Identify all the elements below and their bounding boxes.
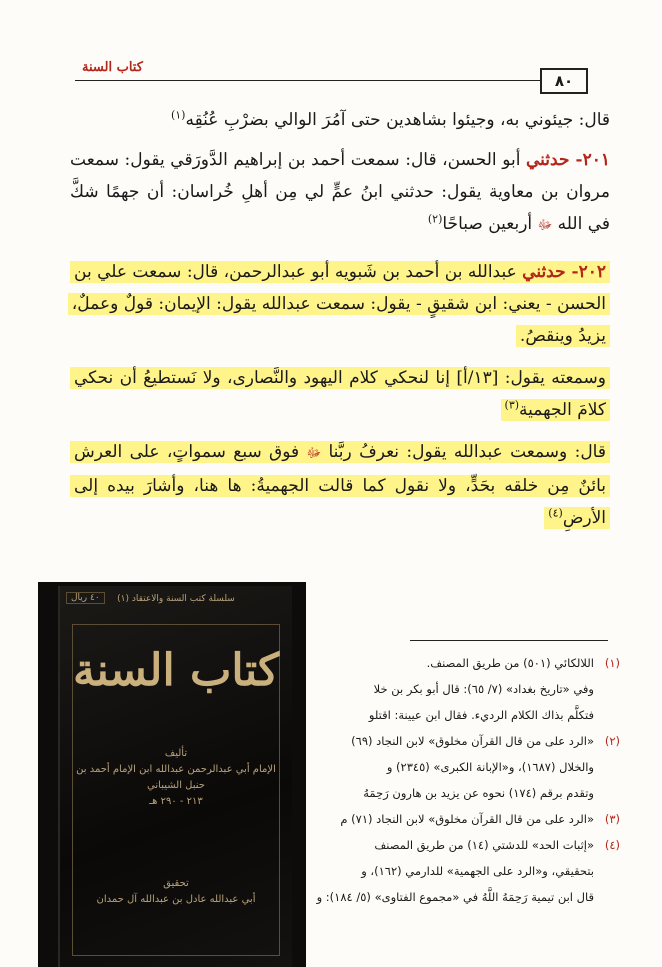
footnote-line [260, 754, 620, 780]
footnote-number: (٣) [604, 812, 620, 826]
footnote-line [260, 676, 620, 702]
paragraph-202 [70, 256, 610, 352]
header-rule [75, 80, 541, 81]
highlighted-text: وسمعته يقول: [١٣/أ] إنا لنحكي كلام اليهود والنَّصارى، ولا نَستطيعُ أن نحكي كلامَ الجهمية [74, 368, 607, 420]
cover-years: ٢١٣ - ٢٩٠ هـ [149, 796, 203, 807]
hadith-number-201: ٢٠١- حدثني [526, 150, 611, 170]
book-cover [58, 586, 292, 967]
paragraph-text: أربعين صباحًا [442, 214, 538, 234]
footnote-ref[interactable]: (٤) [548, 506, 563, 520]
highlighted-text: فوق سبع سمواتٍ، على العرش بائنٌ مِن خلقه بحَدٍّ، ولا نقول كما قالت الجهميةُ: ها هنا، وأشارَ بيده إلى الأرضِ [74, 442, 606, 528]
footnote-text: بتحقيقي، و«الرد على الجهمية» للدارمي (١٦٢)، و [361, 864, 594, 878]
cover-title: كتاب السنة [72, 645, 280, 696]
paragraph-continuation [70, 104, 610, 136]
footnote-ref[interactable]: (١) [170, 108, 186, 122]
cover-price: ٤٠ ريال [66, 592, 105, 604]
paragraph-hear [70, 362, 610, 426]
footnote-ref[interactable]: (٢) [427, 212, 443, 226]
footnote-number: (٤) [604, 838, 620, 852]
hadith-number-202: ٢٠٢- حدثني [522, 262, 607, 282]
footnote-line [260, 780, 620, 806]
footnote-text: «الرد على من قال القرآن مخلوق» لابن النجاد (٧١) م [340, 812, 594, 826]
footnote-line [260, 728, 620, 754]
cover-series: سلسلة كتب السنة والاعتقاد (١) [117, 594, 235, 604]
footnote-ref[interactable]: (٣) [504, 398, 520, 412]
cover-editor: أبي عبدالله عادل بن عبدالله آل حمدان [96, 894, 256, 905]
footnote-text: فتكلَّم بذاك الكلام الرديء. فقال ابن عيينة: اقتلو [368, 708, 594, 722]
main-text [70, 104, 610, 534]
footnote-text: «الرد على من قال القرآن مخلوق» لابن النجاد (٦٩) [351, 734, 594, 748]
footnotes [260, 650, 620, 910]
cover-author-label: تأليف [164, 748, 188, 759]
cover-editor-label: تحقيق [163, 878, 189, 889]
honorific-symbol: ﷻ [306, 446, 322, 461]
highlighted-text: قال: وسمعت عبدالله يقول: نعرفُ ربَّنا [321, 442, 606, 462]
paragraph-said [70, 436, 610, 534]
highlighted-text: عبدالله بن أحمد بن شَبويه أبو عبدالرحمن، قال: سمعت علي بن الحسن - يعني: ابن شقيقٍ - يقول: سمعت عبدالله يقول: الإيمان: قولٌ وعملٌ، يزيدُ وينقصُ. [71, 262, 606, 346]
footnote-line [260, 884, 620, 910]
honorific-symbol: ﷻ [537, 218, 553, 233]
paragraph-201 [70, 144, 610, 242]
footnote-line [260, 858, 620, 884]
footnote-text: وفي «تاريخ بغداد» (٧/ ٦٥): قال أبو بكر بن خلا [373, 682, 594, 696]
footnote-rule [410, 640, 608, 641]
footnote-text: «إثبات الحد» للدشتي (١٤) من طريق المصنف [374, 838, 594, 852]
footnote-line [260, 832, 620, 858]
page-number: ٨٠ [540, 68, 588, 94]
book-cover-photo [38, 582, 306, 967]
cover-author-block [70, 746, 282, 810]
paragraph-text: أبو الحسن، قال: سمعت أحمد بن إبراهيم الدَّورَقي يقول: سمعت مروان بن معاوية يقول: حدثني ابنُ عمٍّ لي مِن أهلِ خُراسان: أن جهمًا شكَّ في الله [70, 150, 610, 234]
footnote-line [260, 702, 620, 728]
footnote-text: قال ابن تيمية رَحِمَهُ اللَّهُ في «مجموع الفتاوى» (٥/ ١٨٤): و [316, 890, 594, 904]
footnote-text: والخلال (١٦٨٧)، و«الإبانة الكبرى» (٢٣٤٥) و [386, 760, 594, 774]
footnote-number: (٢) [604, 734, 620, 748]
cover-editor-block [70, 876, 282, 908]
footnote-line [260, 806, 620, 832]
paragraph-text: قال: جيئوني به، وجيئوا بشاهدين حتى آمُرَ الوالي بضرْبِ عُنُقِه [185, 110, 610, 130]
cover-author: الإمام أبي عبدالرحمن عبدالله ابن الإمام أحمد بن حنبل الشيباني [76, 764, 276, 791]
footnote-text: وتقدم برقم (١٧٤) نحوه عن يزيد بن هارون رَحِمَهُ [363, 786, 594, 800]
footnote-line [260, 650, 620, 676]
footnote-text: اللالكائي (٥٠١) من طريق المصنف. [426, 656, 594, 670]
header-book-title: كتاب السنة [82, 60, 143, 75]
footnote-number: (١) [604, 656, 620, 670]
